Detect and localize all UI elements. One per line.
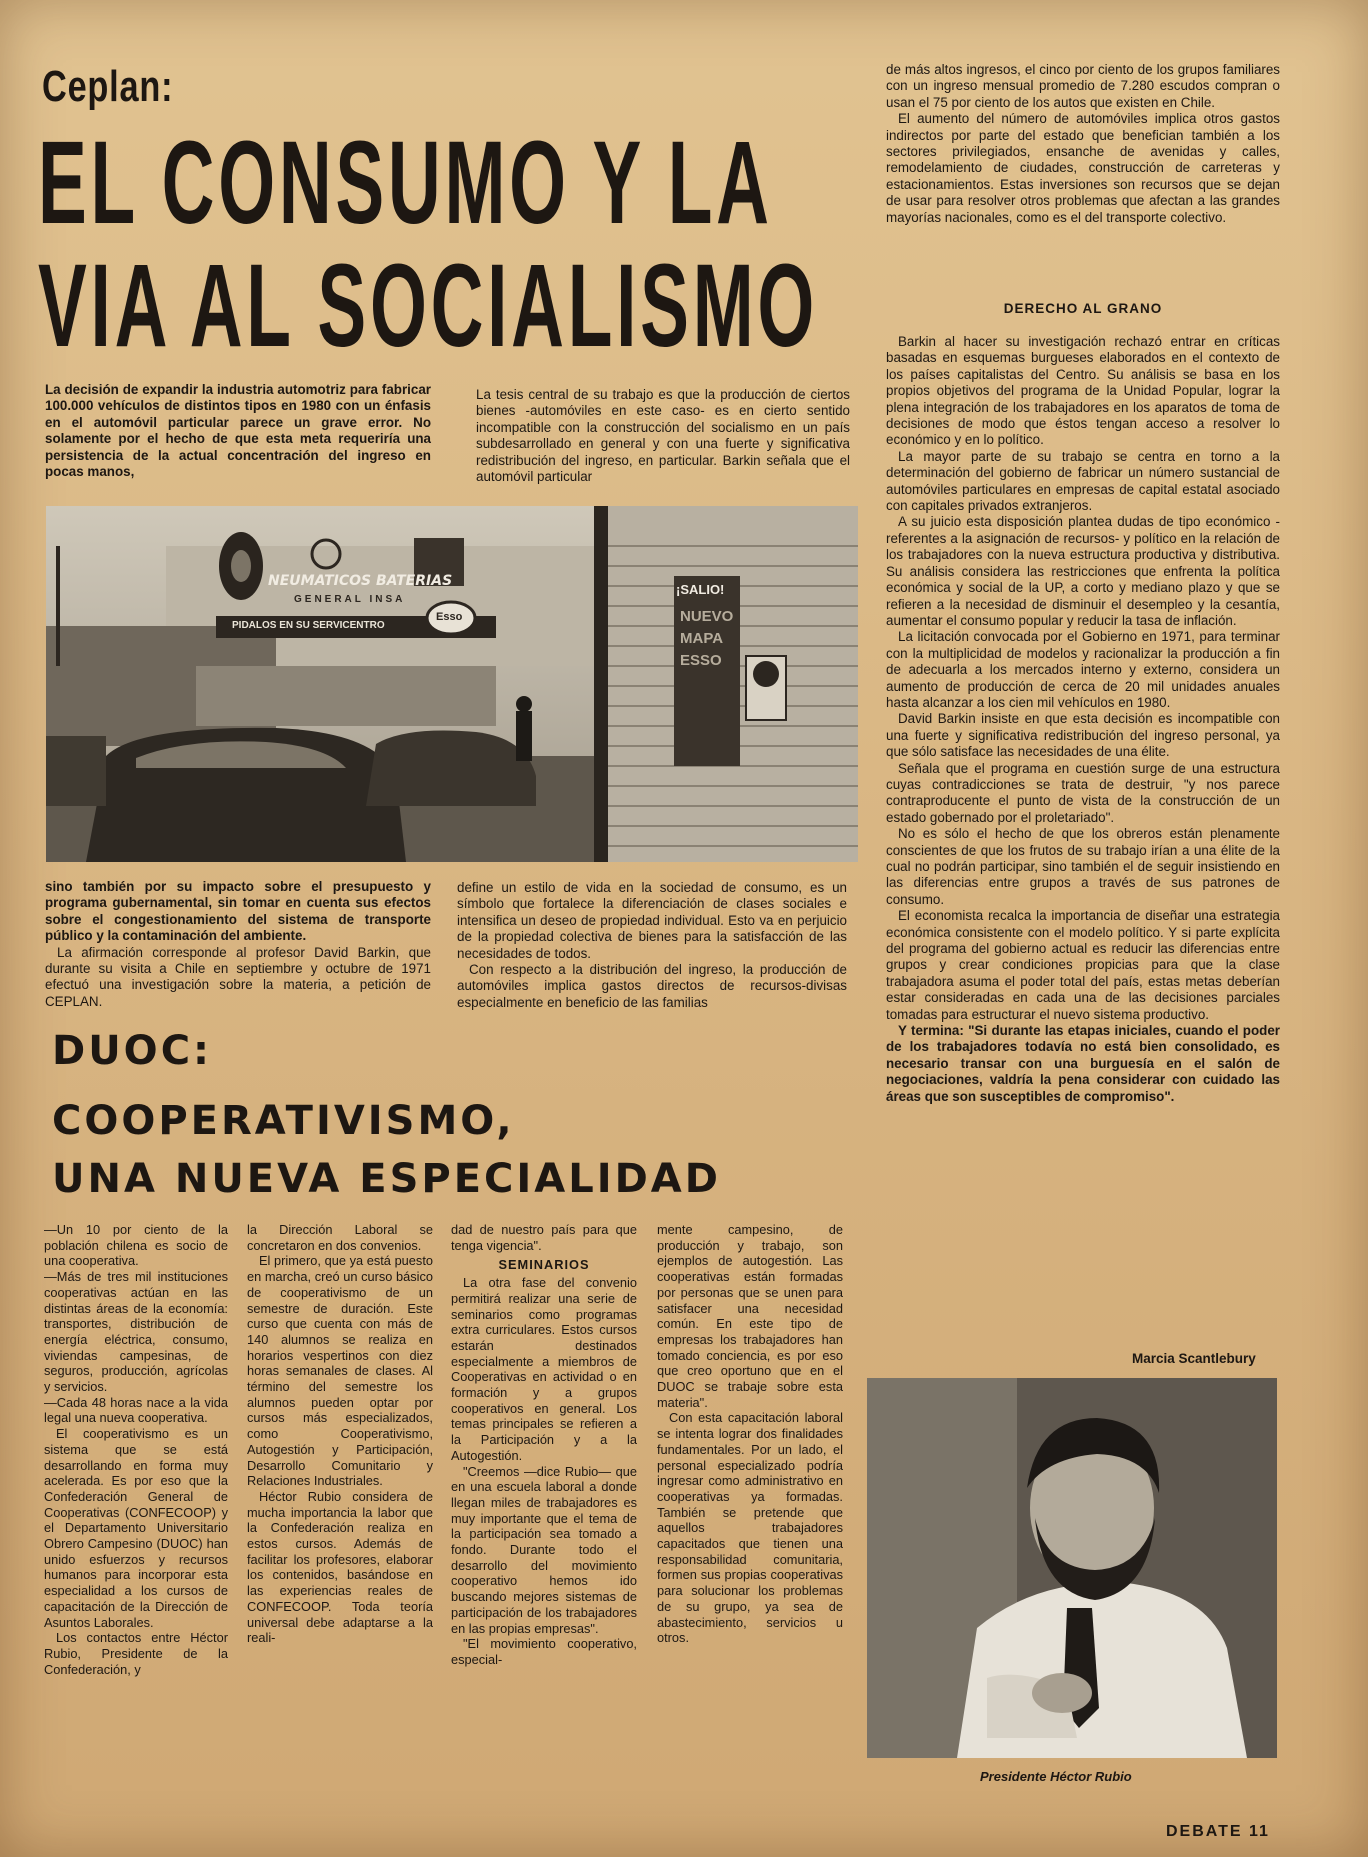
duoc-c3-p1: dad de nuestro país para que tenga vigencia". <box>451 1222 637 1253</box>
duoc-c1-p5: Los contactos entre Héctor Rubio, Presidente de la Confederación, y <box>44 1630 228 1677</box>
poster-nuevo-mapa: NUEVO MAPA ESSO <box>680 608 734 669</box>
column-3-paragraph-4: La mayor parte de su trabajo se centra en torno a la determinación del gobierno de fabricar un número sustancial de automóviles particulares en empresas de capital estatal asociado con capitales privados extranjeros. <box>886 448 1280 514</box>
column-2-bottom <box>457 880 847 1011</box>
column-3-paragraph-9: No es sólo el hecho de que los obreros están plenamente conscientes de que los frutos de su trabajo irían a una élite de la cual no podrán participar, sino también el de seguir insistiendo en las diferencias entre grupos a través de sus patrones de consumo. <box>886 826 1280 907</box>
column-3-top <box>886 62 1280 226</box>
duoc-c1-p2: —Más de tres mil instituciones cooperativas actúan en las distintas áreas de la economía: transportes, distribución de energía eléctrica, consumo, viviendas campesinas, de seguros, producción, agrícolas y servicios. <box>44 1269 228 1395</box>
duoc-c2-p3: Héctor Rubio considera de mucha importancia la labor que la Confederación realiza en estos cursos. Además de facilitar los profesores, elaborar los contenidos, basándose en las experiencias reales de CONFECOOP. Toda teoría universal debe adaptarse a la reali- <box>247 1488 433 1646</box>
column-3-paragraph-8: Señala que el programa en cuestión surge de una estructura cuyas contradicciones se trata de destruir, "y nos parece contraproducente el punto de vista de la construcción de un estado gobernado por el proletariado". <box>886 760 1280 825</box>
column-3-paragraph-7: David Barkin insiste en que esta decisión es incompatible con una fuerte y significativa redistribución del ingreso personal, ya que sólo satisface las necesidades de una élite. <box>886 711 1280 760</box>
column-3-paragraph-1: de más altos ingresos, el cinco por ciento de los grupos familiares con un ingreso mensual promedio de 7.280 escudos compran o usan el 75 por ciento de los autos que existen en Chile. <box>886 62 1280 110</box>
duoc-c3-p4: "El movimiento cooperativo, especial- <box>451 1636 637 1667</box>
column-3-paragraph-5: A su juicio esta disposición plantea dudas de tipo económico -referentes a la asignación de recursos- y político en la relación de los trabajadores con la nueva estructura productiva y distributiva. Su análisis considera las restricciones que enfrenta la política económica y social de la UP, a corto y mediano plazo y que se refieren a la necesidad de disminuir el desempleo y la cesantía, aumentar el consumo popular y reducir la tasa de inflación. <box>886 514 1280 628</box>
column-2-top: La tesis central de su trabajo es que la producción de ciertos bienes -automóviles en este caso- es en cierto sentido incompatible con la construcción del socialismo en un país subdesarrollado en general y con una fuerte y significativa redistribución del ingreso, en particular. Barkin señala que el automóvil particular <box>476 387 850 485</box>
subhead-seminarios: SEMINARIOS <box>498 1257 590 1273</box>
duoc-c3-p3: "Creemos —dice Rubio— que en una escuela laboral a donde llegan miles de trabajadores es muy importante que el tema de la participación sea tomado a fondo. Durante todo el desarrollo del movimiento cooperativo hemos ido buscando mejores sistemas de participación de los trabajadores en las propias empresas". <box>451 1463 637 1636</box>
column-2-paragraph-1: define un estilo de vida en la sociedad de consumo, es un símbolo que fortalece la diferenciación de clases sociales e intensifica un deseo de propiedad individual. Esto va en perjuicio de la propiedad colectiva de bienes para la satisfacción de las necesidades de todos. <box>457 880 847 961</box>
duoc-heading-2: COOPERATIVISMO, <box>52 1098 515 1144</box>
duoc-heading-1: DUOC: <box>52 1028 213 1074</box>
duoc-column-4 <box>657 1222 843 1646</box>
gas-station-photo <box>46 506 858 862</box>
column-3-paragraph-10: El economista recalca la importancia de diseñar una estrategia económica consistente con el modelo político. Y si parte explícita del programa del gobierno actual es reducir las diferencias entre grupos y crear condiciones propicias para que la clase trabajadora asuma el poder total del país, estas metas deberían estar consideradas en cada una de las decisiones parciales tomadas para estructurar el nuevo sistema productivo. <box>886 908 1280 1022</box>
duoc-column-3 <box>451 1222 637 1668</box>
duoc-c2-p2: El primero, que ya está puesto en marcha, creó un curso básico de cooperativismo de un semestre de duración. Este curso que cuenta con más de 140 alumnos se realiza en horarios vespertinos con diez horas semanales de clases. Al término del semestre los alumnos pueden optar por cursos más especializados, como Cooperativismo, Autogestión y Participación, Desarrollo Comunitario y Relaciones Industriales. <box>247 1253 433 1489</box>
headline-line-2: VIA AL SOCIALISMO <box>38 240 818 372</box>
subhead-derecho-al-grano: DERECHO AL GRANO <box>1003 301 1163 316</box>
duoc-column-2 <box>247 1222 433 1646</box>
poster-salio: ¡SALIO! <box>676 582 725 597</box>
byline: Marcia Scantlebury <box>1132 1351 1256 1366</box>
duoc-c1-p1: —Un 10 por ciento de la población chilena es socio de una cooperativa. <box>44 1222 228 1269</box>
sign-general-insa: GENERAL INSA <box>294 594 406 605</box>
sign-tires-batteries: NEUMATICOS BATERIAS <box>268 573 453 589</box>
column-1-bold-text: sino también por su impacto sobre el presupuesto y programa gubernamental, sin tomar en cuenta sus efectos sobre el congestionamiento del sistema de transporte público y la contaminación del ambiente. <box>45 879 431 944</box>
duoc-column-1 <box>44 1222 228 1677</box>
duoc-heading-3: UNA NUEVA ESPECIALIDAD <box>52 1156 721 1202</box>
column-1-paragraph: La afirmación corresponde al profesor David Barkin, que durante su visita a Chile en septiembre y octubre de 1971 efectuó una investigación sobre la materia, a petición de CEPLAN. <box>45 944 431 1009</box>
portrait-caption: Presidente Héctor Rubio <box>980 1769 1132 1784</box>
column-1-bottom <box>45 879 431 1010</box>
duoc-c4-p1: mente campesino, de producción y trabajo, son ejemplos de autogestión. Las cooperativas están formadas por personas que se unen para satisfacer una necesidad común. En este tipo de empresas los trabajadores han tomado conciencia, es por eso que creo oportuno que en el DUOC se trabaje sobre esta materia". <box>657 1222 843 1410</box>
column-3-paragraph-11: Y termina: "Si durante las etapas iniciales, cuando el poder de los trabajadores todavía no está bien consolidado, es necesario transar con una burguesía en el salón de negociaciones, valdría la pena considerar con cuidado las áreas que son susceptibles de compromiso". <box>886 1023 1280 1104</box>
gas-station-illustration <box>46 506 858 862</box>
duoc-c2-p1: la Dirección Laboral se concretaron en dos convenios. <box>247 1222 433 1253</box>
headline-line-1: EL CONSUMO Y LA <box>38 117 773 249</box>
column-3-paragraph-6: La licitación convocada por el Gobierno en 1971, para terminar con la multiplicidad de modelos y racionalizar la producción a fin de adecuarla a los mercados interno y externo, considera un aumento de producción de cerca de 20 mil unidades anuales hasta alcanzar a los cien mil vehículos en 1980. <box>886 629 1280 710</box>
lead-paragraph: La decisión de expandir la industria automotriz para fabricar 100.000 vehículos de distintos tipos en 1980 con un énfasis en el automóvil particular parece un grave error. No solamente por el hecho de que esta meta requeriría una persistencia de la actual concentración del ingreso en pocas manos, <box>45 382 431 480</box>
section-kicker: Ceplan: <box>42 62 174 111</box>
duoc-c4-p2: Con esta capacitación laboral se intenta lograr dos finalidades fundamentales. Por un lado, el personal especializado podría ingresar como administrativo en cooperativas ya formadas. También se pretende que aquellos trabajadores capacitados que tienen una responsabilidad comunitaria, formen sus propias cooperativas para solucionar los problemas de su grupo, ya sea de abastecimiento, servicios u otros. <box>657 1410 843 1646</box>
column-3-body <box>886 334 1280 1105</box>
esso-logo: Esso <box>436 611 463 623</box>
column-3-paragraph-3: Barkin al hacer su investigación rechazó entrar en críticas basadas en esquemas burgueses elaborados en el contexto de los países capitalistas del Centro. Su análisis se basa en los propios objetivos del programa de la Unidad Popular, lograr la plena integración de los trabajadores en los aparatos de toma de decisiones de modo que éstos tengan acceso a resolver lo económico y en lo político. <box>886 334 1280 448</box>
column-2-paragraph-2: Con respecto a la distribución del ingreso, la producción de automóviles implica gastos directos de recursos-divisas especialmente en beneficio de las familias <box>457 962 847 1010</box>
column-3-paragraph-2: El aumento del número de automóviles implica otros gastos indirectos por parte del estado que benefician también a los sectores privilegiados, ensanche de avenidas y calles, remodelamiento de ciudades, construcción de carreteras y estacionamientos. Estas inversiones son recursos que se dejan de usar para resolver otros problemas que afectan a las grandes mayorías nacionales, como es el del transporte colectivo. <box>886 111 1280 225</box>
sign-servicentro: PIDALOS EN SU SERVICENTRO <box>232 620 385 631</box>
duoc-c1-p3: —Cada 48 horas nace a la vida legal una nueva cooperativa. <box>44 1394 228 1426</box>
portrait-illustration <box>867 1378 1277 1758</box>
page-folio: DEBATE 11 <box>1166 1823 1270 1840</box>
portrait-photo <box>867 1378 1277 1758</box>
duoc-c1-p4: El cooperativismo es un sistema que se está desarrollando en forma muy acelerada. Es por eso que la Confederación General de Cooperativas (CONFECOOP) y el Departamento Universitario Obrero Campesino (DUOC) han unido esfuerzos y recursos humanos para incorporar esta especialidad a los cursos de capacitación de la Dirección de Asuntos Laborales. <box>44 1426 228 1630</box>
duoc-c3-p2: La otra fase del convenio permitirá realizar una serie de seminarios como programas extra curriculares. Estos cursos estarán destinados especialmente a miembros de Cooperativas en actividad o en formación y a grupos cooperativos en general. Los temas principales se refieren a la Participación y a la Autogestión. <box>451 1275 637 1463</box>
